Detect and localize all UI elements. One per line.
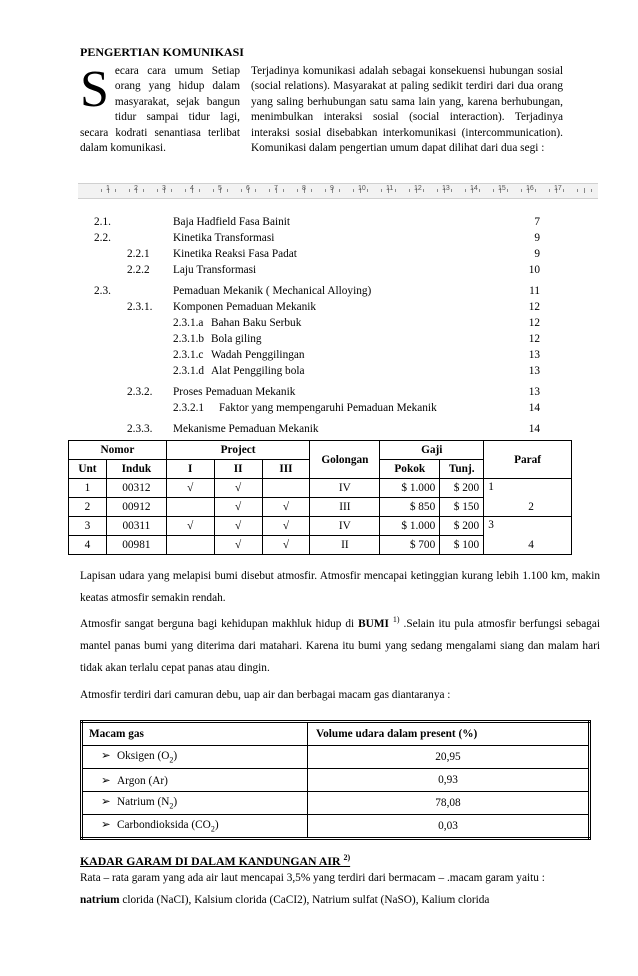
- ruler-number: 14: [470, 185, 478, 192]
- cell-unt: 2: [69, 498, 107, 517]
- intro-right-text: Terjadinya komunikasi adalah sebagai konsekuensi hubungan sosial (social relations). Masyarakat at paling sedikit terdiri dari dua orang yang saling berhubungan satu sama lain yang, karena berhubungan, menimbulkan interaksi sosial (social interaction). Terjadinya interaksi sosial disebabkan interkomunikasi (intercommunication). Komunikasi dalam pengertian umum dapat dilihat dari dua segi :: [251, 65, 563, 155]
- arrow-bullet-icon: ➢: [101, 750, 111, 763]
- header-nomor: Nomor: [69, 441, 167, 460]
- toc-page-number: 9: [534, 232, 540, 244]
- cell-project-2: √: [214, 479, 262, 498]
- ruler-number: 10: [358, 185, 366, 192]
- toc-page-number: 13: [528, 349, 540, 361]
- ruler-number: 16: [526, 185, 534, 192]
- cell-paraf-1: [484, 479, 572, 517]
- cell-unt: 4: [69, 536, 107, 555]
- ruler-tick: [549, 189, 550, 192]
- gas-value: 0,03: [308, 815, 590, 839]
- bumi-bold: BUMI: [358, 617, 389, 630]
- cell-project-3: √: [262, 498, 310, 517]
- cell-project-2: √: [214, 536, 262, 555]
- intro-right-column: [251, 64, 563, 156]
- paragraph-atmosfir-2: [80, 609, 600, 679]
- ruler-tick: [297, 189, 298, 192]
- cell-tunj: $ 200: [440, 479, 484, 498]
- ruler-tick: [395, 189, 396, 192]
- gas-row: [82, 792, 590, 815]
- ruler-number: 1: [106, 185, 110, 192]
- gas-name: ➢ Oksigen $(O_2)$: [82, 746, 308, 769]
- toc-number: 2.2.: [94, 232, 111, 244]
- ruler-tick: [367, 189, 368, 192]
- toc-entry[interactable]: [80, 264, 540, 279]
- toc-number: 2.3.: [94, 285, 111, 297]
- ruler-tick: [451, 189, 452, 192]
- footnote-ref-1: 1): [392, 615, 400, 624]
- ruler-tick: [521, 189, 522, 192]
- ruler-tick: [283, 189, 284, 192]
- gas-name: ➢ Natrium $(N_2)$: [82, 792, 308, 815]
- cell-golongan: IV: [310, 517, 380, 536]
- arrow-bullet-icon: ➢: [101, 774, 111, 787]
- cell-project-1: [166, 536, 214, 555]
- cell-pokok: $ 1.000: [380, 517, 440, 536]
- paraf-mark: 3: [488, 519, 494, 531]
- toc-title: Laju Transformasi: [173, 264, 257, 276]
- gas-value: 20,95: [308, 746, 590, 769]
- ruler-tick: [584, 188, 585, 193]
- ruler-tick: [507, 189, 508, 192]
- cell-pokok: $ 1.000: [380, 479, 440, 498]
- gas-value: 0,93: [308, 769, 590, 792]
- toc-page-number: 12: [528, 301, 540, 313]
- toc-page-number: 12: [528, 317, 540, 329]
- toc-title: Kinetika Reaksi Fasa Padat: [173, 248, 297, 260]
- ruler-tick: [493, 189, 494, 192]
- header-induk: Induk: [106, 460, 166, 479]
- ruler-tick: [381, 189, 382, 192]
- cell-golongan: IV: [310, 479, 380, 498]
- cell-project-2: √: [214, 517, 262, 536]
- toc-page-number: 9: [534, 248, 540, 260]
- gas-value: 78,08: [308, 792, 590, 815]
- ruler-tick: [325, 189, 326, 192]
- toc-entry[interactable]: [80, 386, 540, 401]
- ruler-number: 12: [414, 185, 422, 192]
- toc-title: Proses Pemaduan Mekanik: [173, 386, 296, 398]
- ruler-tick: [213, 189, 214, 192]
- ruler-tick: [269, 189, 270, 192]
- ruler-tick: [437, 189, 438, 192]
- ruler-number: 15: [498, 185, 506, 192]
- ruler-tick: [157, 189, 158, 192]
- toc-entry[interactable]: [80, 216, 540, 231]
- ruler-tick: [563, 189, 564, 192]
- drop-cap: S: [80, 61, 109, 118]
- gas-row: [82, 815, 590, 839]
- header-tunj: Tunj.: [440, 460, 484, 479]
- cell-unt: 1: [69, 479, 107, 498]
- cell-tunj: $ 100: [440, 536, 484, 555]
- toc-title: Baja Hadfield Fasa Bainit: [173, 216, 291, 228]
- cell-project-3: [262, 479, 310, 498]
- toc-entry[interactable]: [80, 317, 540, 332]
- cell-golongan: III: [310, 498, 380, 517]
- ruler-tick: [227, 189, 228, 192]
- toc-title: Bola giling: [211, 333, 262, 345]
- ruler-tick: [591, 189, 592, 192]
- toc-number: 2.3.2.1: [173, 402, 205, 414]
- toc-page-number: 13: [528, 365, 540, 377]
- cell-pokok: $ 700: [380, 536, 440, 555]
- ruler-number: 8: [302, 185, 306, 192]
- header-golongan: Golongan: [310, 441, 380, 479]
- table-row: [69, 517, 572, 536]
- toc-number: 2.3.1.a: [173, 317, 204, 329]
- ruler-number: 13: [442, 185, 450, 192]
- arrow-bullet-icon: ➢: [101, 796, 111, 809]
- toc-title: Faktor yang mempengaruhi Pemaduan Mekanik: [219, 402, 437, 414]
- toc-title: Bahan Baku Serbuk: [211, 317, 302, 329]
- cell-tunj: $ 150: [440, 498, 484, 517]
- ruler-tick: [143, 189, 144, 192]
- toc-page-number: 13: [528, 386, 540, 398]
- toc-page-number: 7: [534, 216, 540, 228]
- gas-name: ➢ Argon (Ar): [82, 769, 308, 792]
- toc-number: 2.1.: [94, 216, 111, 228]
- toc-title: Wadah Penggilingan: [211, 349, 305, 361]
- ruler-number: 17: [554, 185, 562, 192]
- gas-table: [80, 720, 591, 840]
- toc-page-number: 10: [528, 264, 540, 276]
- horizontal-ruler[interactable]: [78, 183, 598, 199]
- cell-induk: 00312: [106, 479, 166, 498]
- ruler-number: 5: [218, 185, 222, 192]
- cell-paraf-2: [484, 517, 572, 555]
- natrium-bold: natrium: [80, 894, 120, 906]
- table-row: [69, 479, 572, 498]
- toc-number: 2.3.2.: [127, 386, 153, 398]
- ruler-number: 2: [134, 185, 138, 192]
- arrow-bullet-icon: ➢: [101, 819, 111, 832]
- cell-project-1: √: [166, 517, 214, 536]
- toc-number: 2.2.2: [127, 264, 150, 276]
- toc-title: Komponen Pemaduan Mekanik: [173, 301, 317, 313]
- paragraph-garam-1: Rata – rata garam yang ada air laut mencapai 3,5% yang terdiri dari bermacam – .macam garam yaitu :: [80, 872, 545, 884]
- ruler-number: 7: [274, 185, 278, 192]
- ruler-tick: [353, 189, 354, 192]
- ruler-tick: [241, 189, 242, 192]
- toc-number: 2.3.3.: [127, 423, 153, 435]
- header-project-2: II: [214, 460, 262, 479]
- ruler-number: 6: [246, 185, 250, 192]
- toc-title: Pemaduan Mekanik ( Mechanical Alloying): [173, 285, 372, 297]
- paragraph-atmosfir-1: Lapisan udara yang melapisi bumi disebut atmosfir. Atmosfir mencapai ketinggian kurang lebih 1.100 km, makin keatas atmosfir semakin rendah.: [80, 570, 600, 604]
- toc-entry[interactable]: [80, 301, 540, 316]
- cell-project-3: √: [262, 536, 310, 555]
- toc-number: 2.2.1: [127, 248, 150, 260]
- cell-project-1: [166, 498, 214, 517]
- header-project: Project: [166, 441, 310, 460]
- section-heading-kadar-garam: KADAR GARAM DI DALAM KANDUNGAN AIR $^{2)}$: [80, 853, 351, 868]
- intro-left-text: ecara cara umum Setiap orang yang hidup dalam masyarakat, sejak bangun tidur sampai tidur lagi, secara kodrati senantiasa terlibat dalam komunikasi.: [80, 65, 240, 155]
- ruler-number: 3: [162, 185, 166, 192]
- employee-table: [68, 440, 572, 555]
- ruler-number: 4: [190, 185, 194, 192]
- ruler-tick: [535, 189, 536, 192]
- toc-title: Alat Penggiling bola: [211, 365, 305, 377]
- ruler-number: 11: [386, 185, 394, 192]
- toc-entry[interactable]: [80, 248, 540, 263]
- para2-before: Atmosfir sangat berguna bagi kehidupan makhluk hidup di: [80, 617, 359, 630]
- toc-entry[interactable]: [80, 285, 540, 300]
- footnote-ref-2: 2): [343, 853, 351, 862]
- toc-number: 2.3.1.b: [173, 333, 205, 345]
- cell-tunj: $ 200: [440, 517, 484, 536]
- cell-project-3: √: [262, 517, 310, 536]
- header-project-1: I: [166, 460, 214, 479]
- toc-entry[interactable]: [80, 232, 540, 247]
- toc-page-number: 11: [529, 285, 540, 297]
- toc-entry[interactable]: [80, 349, 540, 364]
- ruler-tick: [577, 189, 578, 192]
- ruler-tick: [423, 189, 424, 192]
- header-gaji: Gaji: [380, 441, 484, 460]
- toc-number: 2.3.1.: [127, 301, 153, 313]
- toc-page-number: 12: [528, 333, 540, 345]
- gas-table-header: [82, 722, 590, 746]
- toc-number: 2.3.1.c: [173, 349, 204, 361]
- gas-row: [82, 769, 590, 792]
- header-paraf: Paraf: [484, 441, 572, 479]
- toc-entry[interactable]: [80, 333, 540, 348]
- toc-entry[interactable]: [80, 365, 540, 380]
- ruler-tick: [409, 189, 410, 192]
- toc-title: Mekanisme Pemaduan Mekanik: [173, 423, 319, 435]
- gas-header-volume: Volume udara dalam present (%): [308, 722, 590, 746]
- cell-induk: 00912: [106, 498, 166, 517]
- ruler-tick: [339, 189, 340, 192]
- toc-title: Kinetika Transformasi: [173, 232, 275, 244]
- header-unt: Unt: [69, 460, 107, 479]
- para2-after: .Selain itu pula atmosfir berfungsi sebagai mantel panas bumi yang diterima dari matahari. Karena itu bumi yang sedang mengalami siang dan malam hari tidak akan terlalu cepat panas atau dingin.: [80, 617, 600, 674]
- ruler-tick: [171, 189, 172, 192]
- paraf-mark: 2: [528, 501, 534, 513]
- paragraph-garam-2: natrium clorida (NaCI), Kalsium clorida (CaCI2), Natrium sulfat (NaSO), Kalium clorida: [80, 894, 490, 906]
- gas-name: ➢ Carbondioksida $(CO_2)$: [82, 815, 308, 839]
- ruler-tick: [311, 189, 312, 192]
- cell-project-2: √: [214, 498, 262, 517]
- header-project-3: III: [262, 460, 310, 479]
- cell-induk: 00981: [106, 536, 166, 555]
- table-header-row: [69, 441, 572, 460]
- header-pokok: Pokok: [380, 460, 440, 479]
- page-title: PENGERTIAN KOMUNIKASI: [80, 45, 244, 59]
- gas-row: [82, 746, 590, 769]
- ruler-tick: [255, 189, 256, 192]
- ruler-tick: [101, 189, 102, 192]
- cell-project-1: √: [166, 479, 214, 498]
- ruler-tick: [115, 189, 116, 192]
- ruler-tick: [465, 189, 466, 192]
- toc-number: 2.3.1.d: [173, 365, 205, 377]
- ruler-tick: [479, 189, 480, 192]
- ruler-tick: [199, 189, 200, 192]
- toc-page-number: 14: [528, 402, 540, 414]
- ruler-tick: [129, 189, 130, 192]
- cell-golongan: II: [310, 536, 380, 555]
- paragraph-atmosfir-3: Atmosfir terdiri dari camuran debu, uap air dan berbagai macam gas diantaranya :: [80, 689, 451, 701]
- gas-header-name: Macam gas: [82, 722, 308, 746]
- ruler-tick: [185, 189, 186, 192]
- ruler-number: 9: [330, 185, 334, 192]
- paraf-mark: 4: [528, 539, 534, 551]
- cell-unt: 3: [69, 517, 107, 536]
- cell-induk: 00311: [106, 517, 166, 536]
- cell-pokok: $ 850: [380, 498, 440, 517]
- paraf-mark: 1: [488, 481, 494, 493]
- toc-page-number: 14: [528, 423, 540, 435]
- intro-left-column: [80, 61, 240, 156]
- toc-entry[interactable]: [80, 423, 540, 438]
- toc-entry[interactable]: [80, 402, 540, 417]
